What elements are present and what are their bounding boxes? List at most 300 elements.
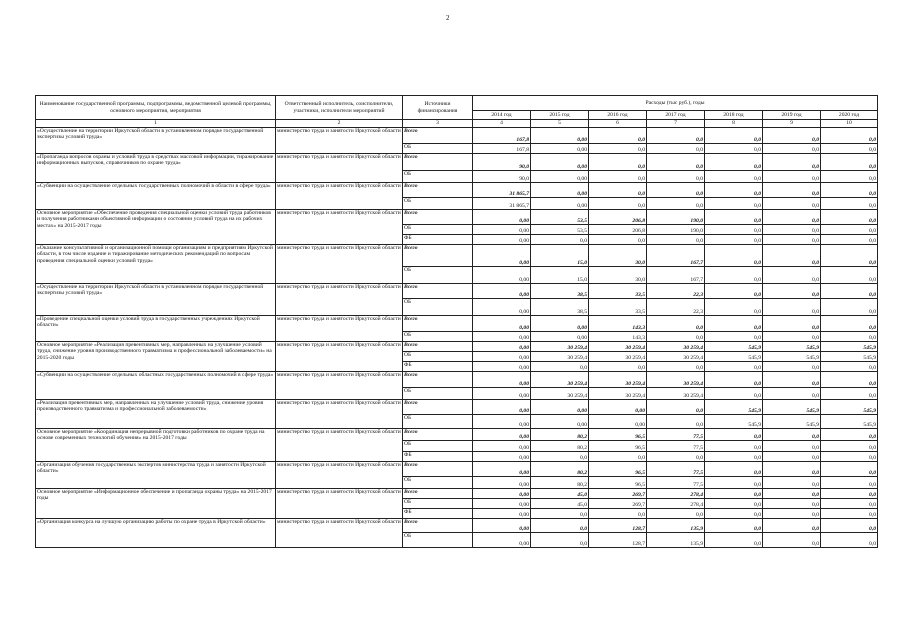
row-value: 0,0 <box>589 235 647 245</box>
row-value: 545,9 <box>705 342 763 352</box>
row-value: 0,0 <box>705 499 763 509</box>
row-value: 0,0 <box>705 171 763 183</box>
row-value: 0,0 <box>705 316 763 332</box>
row-value: 0,0 <box>705 533 763 548</box>
row-value: 0,00 <box>589 400 647 415</box>
row-value: 0,0 <box>821 316 878 332</box>
row-name: Основное мероприятие «Обеспечение проведения специальной оценки условий труда работников и получения работниками объективной информации о состоянии условий труда на их рабочих местах» на 2015-2017 годы <box>36 210 276 245</box>
row-source: ОБ <box>403 267 473 284</box>
row-value: 30 259,4 <box>589 372 647 388</box>
row-value: 77,5 <box>647 462 705 477</box>
row-value: 0,0 <box>647 235 705 245</box>
row-value: 0,00 <box>473 362 531 372</box>
row-source: ОБ <box>403 477 473 489</box>
column-index: 2 <box>276 120 403 128</box>
row-value: 0,0 <box>763 362 821 372</box>
row-value: 22,3 <box>647 284 705 299</box>
row-value: 53,5 <box>531 225 589 235</box>
row-value: 0,0 <box>705 372 763 388</box>
row-value: 0,0 <box>647 509 705 519</box>
row-value: 0,0 <box>821 128 878 144</box>
row-value: 0,0 <box>821 429 878 441</box>
row-value: 0,0 <box>821 235 878 245</box>
row-source: ОБ <box>403 225 473 235</box>
row-value: 30 259,4 <box>531 352 589 362</box>
row-value: 38,5 <box>531 284 589 299</box>
row-value: 0,0 <box>705 477 763 489</box>
row-value: 80,2 <box>531 441 589 452</box>
row-value: 0,0 <box>763 332 821 342</box>
row-executor: министерство труда и занятости Иркутской области <box>276 489 403 519</box>
row-value: 80,2 <box>531 462 589 477</box>
row-value: 45,0 <box>531 489 589 499</box>
row-value: 0,00 <box>473 519 531 533</box>
row-value: 0,0 <box>763 533 821 548</box>
row-executor: министерство труда и занятости Иркутской области <box>276 284 403 316</box>
row-name: «Организация конкурса на лучшую организацию работы по охране труда в Иркутской области» <box>36 519 276 548</box>
row-value: 96,5 <box>589 441 647 452</box>
row-value: 0,0 <box>821 154 878 171</box>
row-value: 128,7 <box>589 519 647 533</box>
table-row <box>36 489 878 499</box>
column-index: 8 <box>705 120 763 128</box>
row-value: 0,0 <box>763 235 821 245</box>
row-value: 0,0 <box>763 372 821 388</box>
row-value: 30,0 <box>589 267 647 284</box>
row-value: 545,9 <box>821 342 878 352</box>
table-row <box>36 316 878 332</box>
row-value: 0,0 <box>763 183 821 198</box>
row-source: ОБ <box>403 299 473 316</box>
row-source: Всего <box>403 429 473 441</box>
row-value: 30 259,4 <box>647 388 705 400</box>
row-value: 0,0 <box>647 128 705 144</box>
row-value: 0,0 <box>589 198 647 210</box>
row-source: Всего <box>403 489 473 499</box>
row-value: 545,9 <box>763 352 821 362</box>
row-value: 0,0 <box>763 477 821 489</box>
row-value: 0,00 <box>589 415 647 429</box>
row-name: «Реализация превентивных мер, направленных на улучшение условий труда, снижение уровня производственного травматизма и профессиональной заболеваемости» <box>36 400 276 429</box>
row-value: 30 259,4 <box>531 342 589 352</box>
header-name: Наименование государственной программы, подпрограммы, ведомственной целевой программы, основного мероприятия, мероприятия <box>36 96 276 120</box>
row-value: 0,00 <box>473 316 531 332</box>
row-source: ОБ <box>403 441 473 452</box>
column-index: 5 <box>531 120 589 128</box>
row-value: 0,0 <box>821 171 878 183</box>
row-value: 0,0 <box>763 429 821 441</box>
row-value: 30,0 <box>589 245 647 267</box>
row-value: 0,0 <box>531 519 589 533</box>
row-value: 0,0 <box>705 362 763 372</box>
row-value: 0,0 <box>705 154 763 171</box>
row-value: 0,00 <box>473 499 531 509</box>
row-value: 15,0 <box>531 267 589 284</box>
row-value: 167,8 <box>473 128 531 144</box>
row-name: «Оказание консультативной и организационной помощи организациям и предприятиям Иркутской области, в том числе издание и тиражирование методических рекомендаций по вопросам проведения специальной оценки условий труда» <box>36 245 276 284</box>
row-value: 15,0 <box>531 245 589 267</box>
row-value: 0,0 <box>589 128 647 144</box>
row-value: 0,00 <box>473 533 531 548</box>
row-value: 0,00 <box>473 400 531 415</box>
row-value: 545,9 <box>763 415 821 429</box>
header-year: 2015 год <box>531 111 589 120</box>
row-value: 0,0 <box>647 452 705 462</box>
row-value: 0,0 <box>763 441 821 452</box>
row-source: Всего <box>403 183 473 198</box>
row-value: 22,3 <box>647 299 705 316</box>
row-value: 30 259,4 <box>589 342 647 352</box>
row-value: 545,9 <box>821 415 878 429</box>
row-value: 0,00 <box>473 210 531 225</box>
row-source: Всего <box>403 210 473 225</box>
row-value: 269,7 <box>589 489 647 499</box>
row-name: «Пропаганда вопросов охраны и условий труда в средствах массовой информации, тиражирование информационных выпусков, справочников по охране труда» <box>36 154 276 183</box>
row-value: 143,3 <box>589 316 647 332</box>
row-name: «Субвенции на осуществление отдельных областных государственных полномочий в сфере труда» <box>36 372 276 400</box>
row-value: 77,5 <box>647 441 705 452</box>
row-value: 80,2 <box>531 429 589 441</box>
row-value: 0,00 <box>473 388 531 400</box>
row-value: 0,0 <box>821 509 878 519</box>
column-index: 10 <box>821 120 878 128</box>
row-name: «Осуществление на территории Иркутской области в установленном порядке государственной экспертизы условий труда» <box>36 128 276 154</box>
row-value: 0,0 <box>705 245 763 267</box>
row-name: Основное мероприятие «Реализация превентивных мер, направленных на улучшение условий труда, снижение уровня производственного травматизма и профессиональной заболеваемости» на 2015-2020 годы <box>36 342 276 372</box>
row-value: 0,0 <box>763 144 821 154</box>
row-value: 0,0 <box>589 171 647 183</box>
row-value: 0,0 <box>647 332 705 342</box>
row-name: Основное мероприятие «Информационное обеспечение и пропаганда охраны труда» на 2015-2017 годы <box>36 489 276 519</box>
row-executor: министерство труда и занятости Иркутской области <box>276 210 403 245</box>
row-value: 135,9 <box>647 519 705 533</box>
row-source: ОБ <box>403 352 473 362</box>
row-value: 30 259,4 <box>589 352 647 362</box>
row-source: Всего <box>403 316 473 332</box>
row-value: 0,0 <box>821 332 878 342</box>
row-value: 0,00 <box>531 316 589 332</box>
header-expenses: Расходы (тыс руб.), годы <box>473 96 878 111</box>
row-value: 0,0 <box>763 171 821 183</box>
row-value: 0,0 <box>705 462 763 477</box>
row-value: 0,0 <box>763 225 821 235</box>
row-source: Всего <box>403 245 473 267</box>
row-value: 0,0 <box>763 489 821 499</box>
row-value: 0,0 <box>705 452 763 462</box>
row-value: 0,0 <box>705 299 763 316</box>
row-value: 0,0 <box>821 299 878 316</box>
column-index: 7 <box>647 120 705 128</box>
row-value: 0,0 <box>763 462 821 477</box>
row-value: 0,0 <box>763 198 821 210</box>
row-value: 96,5 <box>589 429 647 441</box>
row-value: 90,0 <box>473 154 531 171</box>
row-value: 269,7 <box>589 499 647 509</box>
row-value: 545,9 <box>821 352 878 362</box>
row-value: 0,0 <box>763 316 821 332</box>
table-row <box>36 372 878 388</box>
row-value: 0,00 <box>531 144 589 154</box>
row-value: 0,0 <box>821 225 878 235</box>
row-value: 0,0 <box>705 144 763 154</box>
row-name: «Осуществление на территории Иркутской области в установленном порядке государственной экспертизы условий труда» <box>36 284 276 316</box>
budget-table <box>35 95 878 548</box>
row-value: 0,0 <box>763 299 821 316</box>
row-value: 0,00 <box>473 352 531 362</box>
row-value: 0,0 <box>705 441 763 452</box>
row-value: 0,00 <box>531 198 589 210</box>
row-name: Основное мероприятие «Координация непрерывной подготовки работников по охране труда на основе современных технологий обучения» на 2015-2017 годы <box>36 429 276 462</box>
row-value: 0,0 <box>531 509 589 519</box>
row-executor: министерство труда и занятости Иркутской области <box>276 372 403 400</box>
row-value: 143,3 <box>589 332 647 342</box>
row-value: 0,00 <box>531 154 589 171</box>
header-year: 2017 год <box>647 111 705 120</box>
column-index: 3 <box>403 120 473 128</box>
row-value: 128,7 <box>589 533 647 548</box>
row-value: 0,0 <box>589 362 647 372</box>
row-value: 0,0 <box>705 284 763 299</box>
row-value: 0,0 <box>821 519 878 533</box>
table-row <box>36 128 878 144</box>
row-value: 0,00 <box>473 509 531 519</box>
header-year: 2016 год <box>589 111 647 120</box>
row-value: 0,0 <box>647 144 705 154</box>
row-value: 31 865,7 <box>473 183 531 198</box>
row-value: 0,0 <box>705 388 763 400</box>
row-value: 0,0 <box>647 198 705 210</box>
header-year: 2014 год <box>473 111 531 120</box>
row-value: 96,5 <box>589 462 647 477</box>
row-name: «Организация обучения государственных экспертов министерства труда и занятости Иркутской области» <box>36 462 276 489</box>
row-source: ФБ <box>403 452 473 462</box>
row-source: Всего <box>403 284 473 299</box>
row-value: 0,00 <box>473 332 531 342</box>
row-value: 0,0 <box>821 462 878 477</box>
table-row <box>36 154 878 171</box>
row-value: 0,0 <box>763 452 821 462</box>
row-value: 190,0 <box>647 210 705 225</box>
row-value: 30 259,4 <box>589 388 647 400</box>
row-value: 30 259,4 <box>647 352 705 362</box>
row-value: 30 259,4 <box>647 342 705 352</box>
row-value: 0,00 <box>473 235 531 245</box>
row-source: Всего <box>403 372 473 388</box>
header-executor: Ответственный исполнитель, соисполнители, участники, исполнители мероприятий <box>276 96 403 120</box>
row-executor: министерство труда и занятости Иркутской области <box>276 462 403 489</box>
row-source: Всего <box>403 462 473 477</box>
row-value: 0,0 <box>763 509 821 519</box>
table-row <box>36 400 878 415</box>
row-value: 0,00 <box>473 299 531 316</box>
row-value: 167,8 <box>473 144 531 154</box>
row-value: 545,9 <box>763 400 821 415</box>
row-value: 545,9 <box>705 400 763 415</box>
row-value: 0,00 <box>473 429 531 441</box>
row-name: «Проведение специальной оценки условий труда в государственных учреждениях Иркутской области» <box>36 316 276 342</box>
row-value: 0,0 <box>531 452 589 462</box>
table-row <box>36 245 878 267</box>
row-value: 278,4 <box>647 489 705 499</box>
row-value: 0,00 <box>531 128 589 144</box>
table-row <box>36 284 878 299</box>
row-value: 0,0 <box>821 267 878 284</box>
row-value: 0,0 <box>705 183 763 198</box>
row-value: 0,0 <box>821 210 878 225</box>
table-row <box>36 342 878 352</box>
header-year: 2019 год <box>763 111 821 120</box>
row-source: ОБ <box>403 332 473 342</box>
row-value: 30 259,4 <box>647 372 705 388</box>
row-value: 206,8 <box>589 225 647 235</box>
row-executor: министерство труда и занятости Иркутской области <box>276 183 403 210</box>
row-source: ОБ <box>403 198 473 210</box>
row-value: 0,00 <box>473 284 531 299</box>
row-executor: министерство труда и занятости Иркутской области <box>276 400 403 429</box>
row-value: 190,0 <box>647 225 705 235</box>
row-value: 0,0 <box>705 429 763 441</box>
row-source: Всего <box>403 154 473 171</box>
column-index: 1 <box>36 120 276 128</box>
row-value: 31 865,7 <box>473 198 531 210</box>
row-executor: министерство труда и занятости Иркутской области <box>276 519 403 548</box>
row-value: 0,0 <box>763 284 821 299</box>
row-value: 0,0 <box>589 154 647 171</box>
row-value: 0,0 <box>821 362 878 372</box>
row-source: Всего <box>403 400 473 415</box>
row-value: 0,00 <box>473 477 531 489</box>
row-executor: министерство труда и занятости Иркутской области <box>276 316 403 342</box>
header-year: 2018 год <box>705 111 763 120</box>
header-year: 2020 год <box>821 111 878 120</box>
row-value: 0,0 <box>647 154 705 171</box>
row-value: 33,5 <box>589 284 647 299</box>
row-value: 30 259,4 <box>531 388 589 400</box>
row-value: 0,0 <box>821 245 878 267</box>
row-value: 77,5 <box>647 429 705 441</box>
row-value: 0,0 <box>821 499 878 509</box>
row-executor: министерство труда и занятости Иркутской области <box>276 128 403 154</box>
row-value: 0,0 <box>589 452 647 462</box>
row-source: ОБ <box>403 171 473 183</box>
row-value: 0,0 <box>705 235 763 245</box>
column-index: 9 <box>763 120 821 128</box>
row-value: 0,00 <box>531 183 589 198</box>
row-value: 0,00 <box>531 415 589 429</box>
row-source: ОБ <box>403 499 473 509</box>
row-value: 0,0 <box>821 452 878 462</box>
column-index: 4 <box>473 120 531 128</box>
row-name: «Субвенции на осуществление отдельных государственных полномочий в области в сфере труда» <box>36 183 276 210</box>
row-value: 30 259,4 <box>531 372 589 388</box>
row-value: 96,5 <box>589 477 647 489</box>
row-value: 33,5 <box>589 299 647 316</box>
row-value: 0,0 <box>705 332 763 342</box>
row-value: 0,0 <box>647 183 705 198</box>
row-value: 0,0 <box>705 519 763 533</box>
page-number: 2 <box>446 14 450 22</box>
row-value: 167,7 <box>647 245 705 267</box>
row-value: 0,0 <box>763 267 821 284</box>
row-value: 0,0 <box>647 415 705 429</box>
row-value: 545,9 <box>763 342 821 352</box>
row-value: 38,5 <box>531 299 589 316</box>
row-value: 0,0 <box>647 316 705 332</box>
row-executor: министерство труда и занятости Иркутской области <box>276 245 403 284</box>
table-row <box>36 429 878 441</box>
row-value: 0,0 <box>705 267 763 284</box>
row-value: 90,0 <box>473 171 531 183</box>
row-value: 80,2 <box>531 477 589 489</box>
row-source: ФБ <box>403 509 473 519</box>
row-value: 0,00 <box>531 400 589 415</box>
row-value: 0,00 <box>473 462 531 477</box>
row-source: ОБ <box>403 415 473 429</box>
row-source: ОБ <box>403 388 473 400</box>
row-value: 545,9 <box>705 415 763 429</box>
row-source: ФБ <box>403 362 473 372</box>
row-value: 0,0 <box>705 128 763 144</box>
row-value: 0,0 <box>705 198 763 210</box>
row-executor: министерство труда и занятости Иркутской области <box>276 342 403 372</box>
row-value: 0,0 <box>821 477 878 489</box>
table-row <box>36 183 878 198</box>
row-value: 278,4 <box>647 499 705 509</box>
table-row <box>36 519 878 533</box>
row-value: 0,00 <box>473 342 531 352</box>
row-value: 0,00 <box>473 245 531 267</box>
row-value: 0,00 <box>473 452 531 462</box>
row-value: 0,0 <box>705 509 763 519</box>
row-source: Всего <box>403 128 473 144</box>
row-value: 0,00 <box>473 267 531 284</box>
row-value: 167,7 <box>647 267 705 284</box>
row-value: 0,0 <box>647 171 705 183</box>
row-value: 0,00 <box>473 372 531 388</box>
row-value: 0,0 <box>763 499 821 509</box>
table-row <box>36 210 878 225</box>
row-value: 0,0 <box>821 198 878 210</box>
header-source: Источники финансирования <box>403 96 473 120</box>
row-value: 545,9 <box>821 400 878 415</box>
row-value: 0,0 <box>531 533 589 548</box>
row-value: 0,0 <box>821 441 878 452</box>
row-value: 0,00 <box>473 415 531 429</box>
table-row <box>36 462 878 477</box>
row-value: 545,9 <box>705 352 763 362</box>
row-value: 45,0 <box>531 499 589 509</box>
row-value: 206,8 <box>589 210 647 225</box>
row-value: 0,0 <box>647 400 705 415</box>
row-value: 0,0 <box>763 245 821 267</box>
row-value: 77,5 <box>647 477 705 489</box>
row-value: 0,00 <box>473 225 531 235</box>
row-value: 0,0 <box>705 489 763 499</box>
row-value: 135,9 <box>647 533 705 548</box>
row-value: 0,0 <box>821 183 878 198</box>
row-value: 0,0 <box>531 235 589 245</box>
row-value: 0,0 <box>821 372 878 388</box>
row-value: 0,0 <box>821 489 878 499</box>
row-value: 0,0 <box>589 144 647 154</box>
row-value: 0,00 <box>473 489 531 499</box>
row-value: 0,0 <box>647 362 705 372</box>
row-source: ОБ <box>403 144 473 154</box>
row-value: 0,0 <box>705 210 763 225</box>
row-value: 0,0 <box>763 388 821 400</box>
row-value: 0,0 <box>705 225 763 235</box>
row-executor: министерство труда и занятости Иркутской области <box>276 429 403 462</box>
